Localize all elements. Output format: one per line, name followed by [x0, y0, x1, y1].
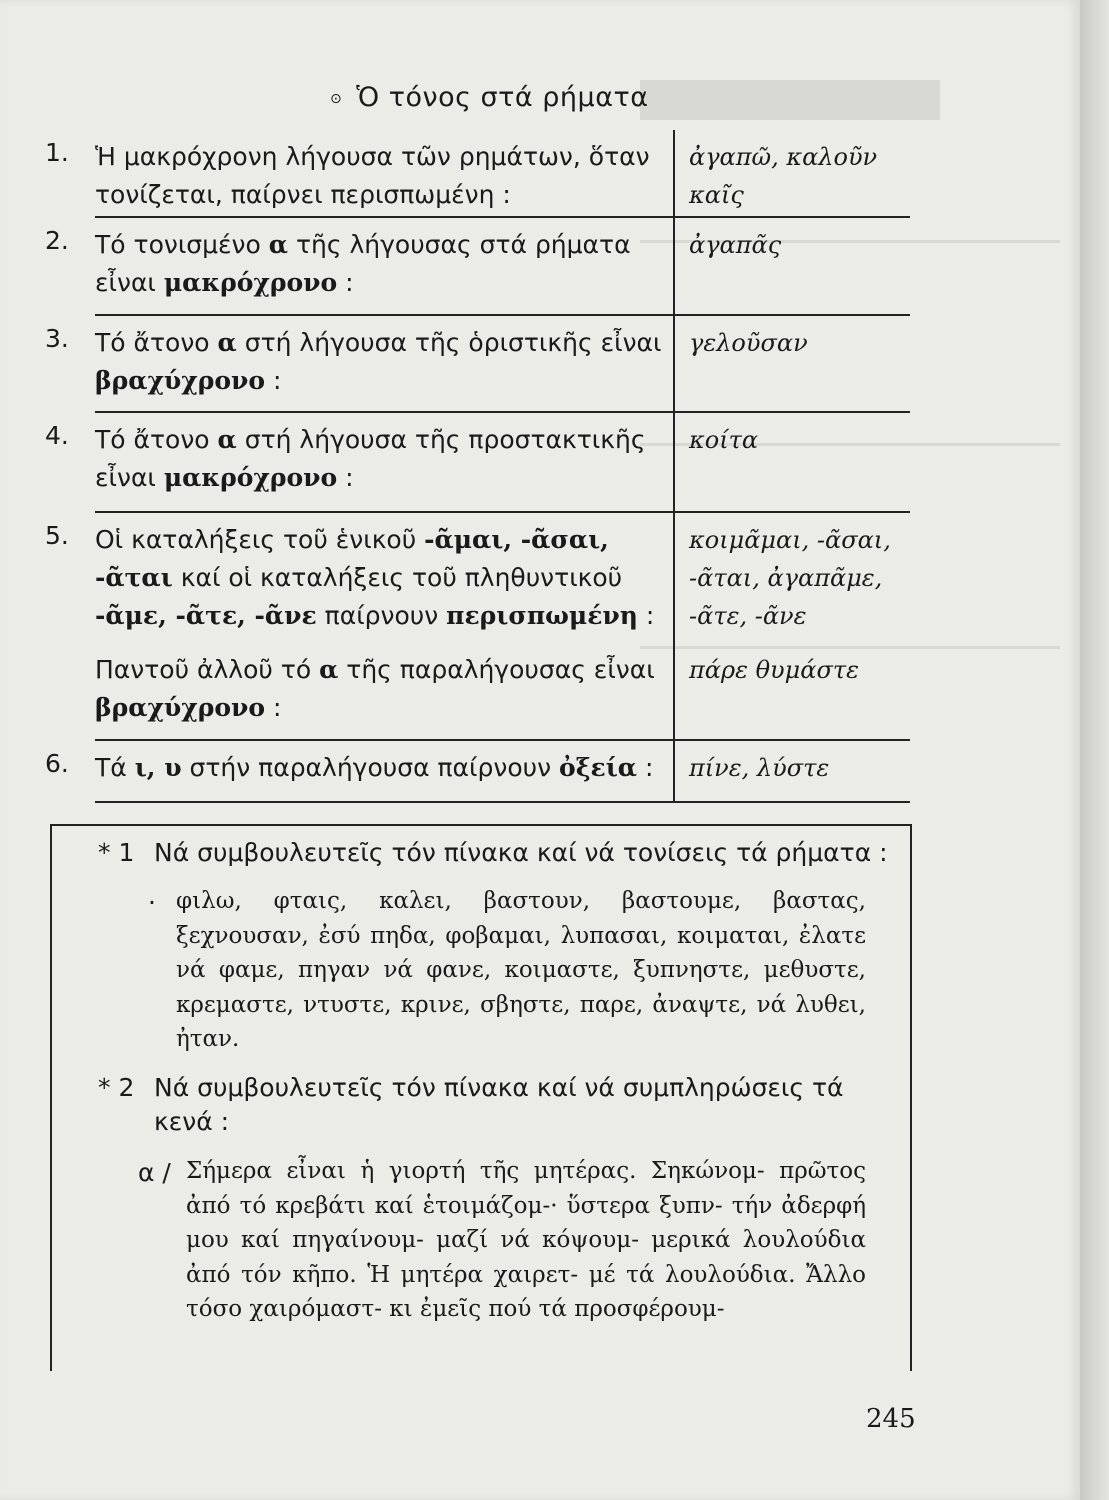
table-row: [95, 643, 910, 741]
table-row: [45, 130, 910, 218]
exercise-2-passage: Σήμερα εἶναι ἡ γιορτή τῆς μητέρας. Σηκώνομ- πρῶτος ἀπό τό κρεβάτι καί ἑτοιμάζομ-· ὕστερα ξυπν- τήν ἀδερφή μου καί πηγαίνουμ- μαζί νά κόψουμ- μερικά λουλούδια ἀπό τόν κῆπο. Ἡ μητέρα χαιρετ- μέ τά λουλούδια. Ἄλλο τόσο χαιρόμαστ- κι ἐμεῖς πού τά προσφέρουμ-: [186, 1158, 866, 1322]
exercises-box: [50, 824, 912, 1371]
circle-dot-icon: ⊙: [330, 91, 343, 107]
example-text: πίνε, λύστε: [673, 741, 909, 801]
table-row: [45, 218, 910, 316]
row-number: 3.: [45, 324, 69, 353]
row-number: 4.: [45, 421, 69, 450]
example-text: κοίτα: [673, 413, 909, 511]
example-text: κοιμᾶμαι, -ᾶσαι, -ᾶται, ἀγαπᾶμε, -ᾶτε, -ᾶνε: [673, 513, 909, 643]
row-number: 5.: [45, 521, 69, 550]
table-row: [45, 413, 910, 513]
exercise-2-instruction: Νά συμβουλευτεῖς τόν πίνακα καί νά συμπληρώσεις τά κενά :: [154, 1073, 844, 1136]
exercise-2-label: * 2: [98, 1073, 135, 1102]
table-row: [45, 316, 910, 413]
rule-text: Τά ι, υ στήν παραλήγουσα παίρνουν ὀξεία :: [95, 753, 654, 782]
rules-table: [45, 130, 915, 803]
page-edge: [1080, 0, 1109, 1500]
row-number: 1.: [45, 138, 69, 167]
item-a-label: α /: [138, 1158, 171, 1187]
table-row: [45, 513, 910, 643]
exercise-1-verbs: φιλω, φταις, καλει, βαστουν, βαστουμε, βαστας, ξεχνουσαν, ἐσύ πηδα, φοβαμαι, λυπασαι, κοιμαται, ἐλατε νά φαμε, πηγαν νά φανε, κοιμαστε, ξυπνηστε, μεθυστε, κρεμαστε, ντυστε, κρινε, σβηστε, παρε, ἀναψτε, νά λυθει, ἠταν.: [176, 888, 866, 1052]
title-text: Ὁ τόνος στά ρήματα: [356, 82, 649, 113]
rule-text: Τό τονισμένο α τῆς λήγουσας στά ρήματα εἶναι μακρόχρονο :: [95, 230, 631, 297]
rule-text: Ἡ μακρόχρονη λήγουσα τῶν ρημάτων, ὅταν τονίζεται, παίρνει περισπωμένη :: [95, 142, 650, 209]
rule-text: Τό ἄτονο α στή λήγουσα τῆς ὁριστικῆς εἶναι βραχύχρονο :: [95, 328, 662, 395]
exercise-1-instruction: Νά συμβουλευτεῖς τόν πίνακα καί νά τονίσεις τά ρήματα :: [154, 838, 888, 867]
row-number: 6.: [45, 749, 69, 778]
page-title: [330, 82, 649, 113]
rule-text: Τό ἄτονο α στή λήγουσα τῆς προστακτικῆς εἶναι μακρόχρονο :: [95, 425, 646, 492]
example-text: ἀγαπᾶς: [673, 218, 909, 314]
table-row: [45, 741, 910, 803]
example-text: πάρε θυμάστε: [673, 643, 909, 739]
rule-text: Παντοῦ ἀλλοῦ τό α τῆς παραλήγουσας εἶναι βραχύχρονο :: [95, 655, 655, 722]
page-number: 245: [866, 1404, 916, 1434]
example-text: ἀγαπῶ, καλοῦν καῖς: [673, 130, 909, 216]
example-text: γελοῦσαν: [673, 316, 909, 411]
rule-text: Οἱ καταλήξεις τοῦ ἑνικοῦ -ᾶμαι, -ᾶσαι, -ᾶται καί οἱ καταλήξεις τοῦ πληθυντικοῦ -ᾶμε, -ᾶτε, -ᾶνε παίρνουν περισπωμένη :: [95, 525, 655, 630]
bullet-icon: ·: [148, 888, 156, 917]
exercise-1-label: * 1: [98, 838, 135, 867]
row-number: 2.: [45, 226, 69, 255]
